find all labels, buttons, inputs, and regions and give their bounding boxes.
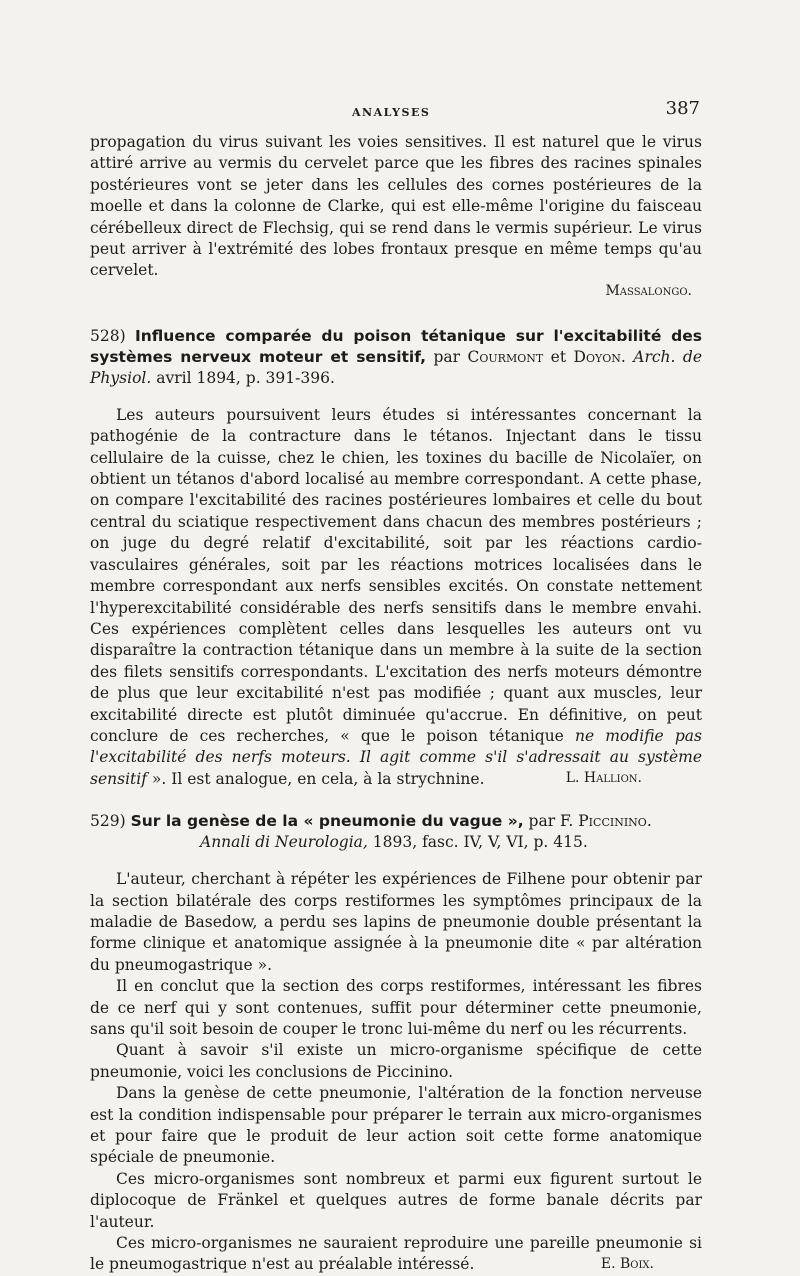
page-body <box>90 132 702 1276</box>
signature-massalongo: Massalongo. <box>605 282 692 299</box>
entry-529-paragraph-3: Quant à savoir s'il existe un micro-organisme spécifique de cette pneumonie, voici les conclusions de Piccinino. <box>90 1041 702 1081</box>
page-header <box>90 98 700 124</box>
entry-529-paragraph-4: Dans la genèse de cette pneumonie, l'altération de la fonction nerveuse est la condition indispensable pour préparer le terrain aux micro-organismes et pour faire que le produit de leur action soit cette forme anatomique spéciale de pneumonie. <box>90 1084 702 1167</box>
entry-528-title: Influence comparée du poison tétanique sur l'excitabilité des systèmes nerveux moteur et sensitif, <box>90 326 702 366</box>
entry-528-number: 528) <box>90 326 126 345</box>
entry-529-paragraph-2: Il en conclut que la section des corps restiformes, intéressant les fibres de ce nerf qui y sont contenues, suffit pour déterminer cette pneumonie, sans qu'il soit besoin de couper le tronc lui-même du nerf ou les récurrents. <box>90 977 702 1038</box>
entry-528-heading <box>90 326 702 389</box>
intro-paragraph: propagation du virus suivant les voies sensitives. Il est naturel que le virus attiré arrive au vermis du cervelet parce que les fibres des racines spinales postérieures vont se jeter dans les cellules des cornes postérieures de la moelle et dans la colonne de Clarke, qui est elle-même l'origine du faisceau cérébelleux direct de Flechsig, qui se rend dans le vermis supérieur. Le virus peut arriver à l'extrémité des lobes frontaux presque en même temps qu'au cervelet. <box>90 133 702 280</box>
entry-529-heading <box>90 811 702 853</box>
entry-529-citation: 1893, fasc. IV, V, VI, p. 415. <box>367 833 588 852</box>
entry-528-text-tail: ». Il est analogue, en cela, à la strychnine. <box>146 769 485 788</box>
running-title: ANALYSES <box>352 106 431 119</box>
entry-528-paragraph <box>90 405 702 790</box>
entry-528-journal: Arch. de Physiol. <box>90 347 702 387</box>
entry-528-par: par <box>426 347 468 366</box>
entry-529-last-text: Ces micro-organismes ne sauraient reproduire une pareille pneumonie si le pneumogastrique n'est au préalable intéressé. <box>90 1234 702 1274</box>
entry-529-paragraph-5: Ces micro-organismes sont nombreux et parmi eux figurent surtout le diplocoque de Fränkel et quelques autres de forme banale décrits par l'auteur. <box>90 1169 702 1231</box>
entry-529-author: Piccinino. <box>578 812 652 831</box>
entry-529-number: 529) <box>90 812 126 831</box>
signature-boix: E. Boix. <box>600 1256 654 1273</box>
page-number: 387 <box>665 98 700 119</box>
entry-528-author-2: Doyon. <box>573 347 626 366</box>
entry-529-par: par F. <box>523 812 579 831</box>
entry-529-journal: Annali di Neurologia, <box>200 833 368 852</box>
entry-528-et: et <box>543 347 574 366</box>
entry-529-paragraph-6 <box>90 1233 702 1276</box>
entry-528-citation: avril 1894, p. 391-396. <box>151 368 335 387</box>
entry-528-text: Les auteurs poursuivent leurs études si intéressantes concernant la pathogénie de la contracture dans le tétanos. Injectant dans le tissu cellulaire de la cuisse, chez le chien, les toxines du bacille de Nicolaïer, on obtient un tétanos d'abord localisé au membre correspondant. A cette phase, on compare l'excitabilité des racines postérieures lombaires et celle du bout central du sciatique respectivement dans chacun des membres postérieurs ; on juge du degré relatif d'excitabilité, soit par les réactions cardio-vasculaires générales, soit par les réactions motrices localisées dans le membre correspondant aux nerfs sensibles excités. On constate nettement l'hyperexcitabilité considérable des nerfs sensitifs dans le membre envahi. Ces expériences complètent celles dans lesquelles les auteurs ont vu disparaître la contraction tétanique dans un membre à la suite de la section des filets sensitifs correspondants. L'excitation des nerfs moteurs démontre de plus que leur excitabilité n'est pas modifiée ; quant aux muscles, leur excitabilité directe est plutôt diminuée qu'accrue. En définitive, on peut conclure de ces recherches, « que le poison tétanique <box>90 405 702 745</box>
signature-hallion: L. Hallion. <box>565 770 642 787</box>
entry-529-paragraph-1: L'auteur, cherchant à répéter les expériences de Filhene pour obtenir par la section bilatérale des corps restiformes les symptômes principaux de la maladie de Basedow, a perdu ses lapins de pneumonie double présentant la forme clinique et anatomique assignée à la pneumonie dite « par altération du pneumogastrique ». <box>90 870 702 974</box>
entry-529-title: Sur la genèse de la « pneumonie du vague », <box>130 812 524 831</box>
entry-528-author-1: Courmont <box>467 347 544 366</box>
entry-528-quote: ne modifie pas l'excitabilité des nerfs moteurs. Il agit comme s'il s'adressait au système sensitif <box>90 726 702 788</box>
